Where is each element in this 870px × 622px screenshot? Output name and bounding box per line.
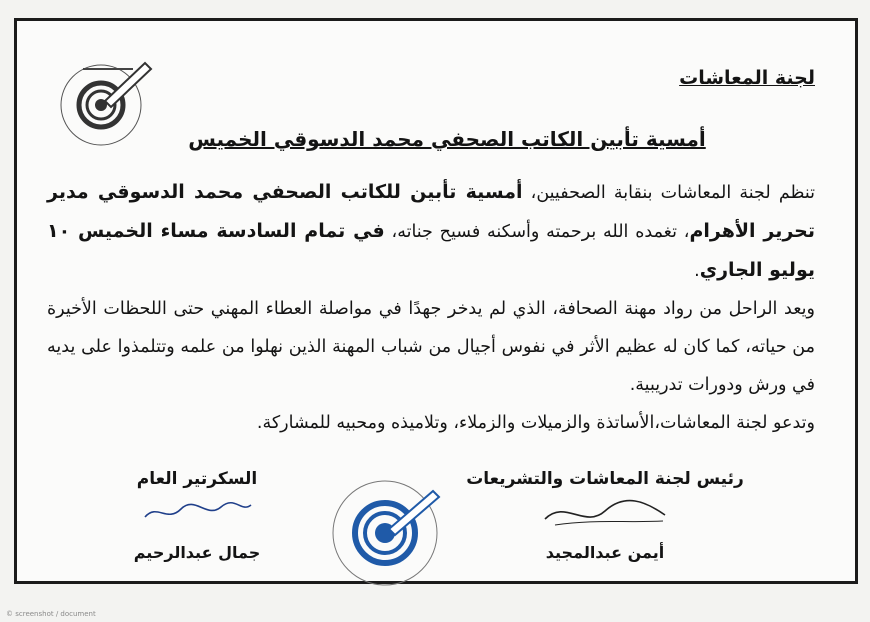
committee-heading: لجنة المعاشات: [679, 67, 815, 89]
p1-event: أمسية تأبين للكاتب الصحفي محمد الدسوقي مدير تحرير الأهرام: [47, 181, 815, 242]
chair-signature-icon: [535, 489, 675, 533]
signature-block-secretary: [107, 469, 287, 562]
p1-prayer: ، تغمده الله برحمته وأسكنه فسيح جناته،: [384, 222, 690, 242]
paragraph-2: ويعد الراحل من رواد مهنة الصحافة، الذي لم يدخر جهدًا في مواصلة العطاء المهني حتى اللحظات الأخيرة من حياته، كما كان له عظيم الأثر في نفوس أجيال من شباب المهنة الذين نهلوا من علمه وتتلمذوا على يديه في ورش ودورات تدريبية.: [47, 299, 815, 395]
chair-title: رئيس لجنة المعاشات والتشريعات: [466, 469, 744, 489]
syndicate-seal: [325, 471, 445, 591]
document-frame: [14, 18, 858, 584]
p1-time: في تمام السادسة مساء الخميس ١٠ يوليو الجاري: [47, 220, 815, 281]
document-title: أمسية تأبين الكاتب الصحفي محمد الدسوقي الخميس: [188, 127, 706, 151]
secretary-title: السكرتير العام: [136, 469, 258, 489]
secretary-name: جمال عبدالرحيم: [133, 543, 261, 562]
watermark-text: © screenshot / document: [6, 610, 96, 618]
paragraph-3: وتدعو لجنة المعاشات،الأساتذة والزميلات والزملاء، وتلاميذه ومحبيه للمشاركة.: [256, 413, 815, 433]
p1-end: .: [694, 261, 700, 281]
secretary-signature-icon: [137, 489, 257, 533]
document-body: [47, 173, 815, 442]
chair-name: أيمن عبدالمجيد: [545, 543, 665, 562]
syndicate-logo: [53, 51, 157, 155]
signature-block-chair: [465, 469, 745, 562]
p1-intro: تنظم لجنة المعاشات بنقابة الصحفيين،: [522, 183, 816, 203]
paragraph-1: [47, 173, 815, 290]
